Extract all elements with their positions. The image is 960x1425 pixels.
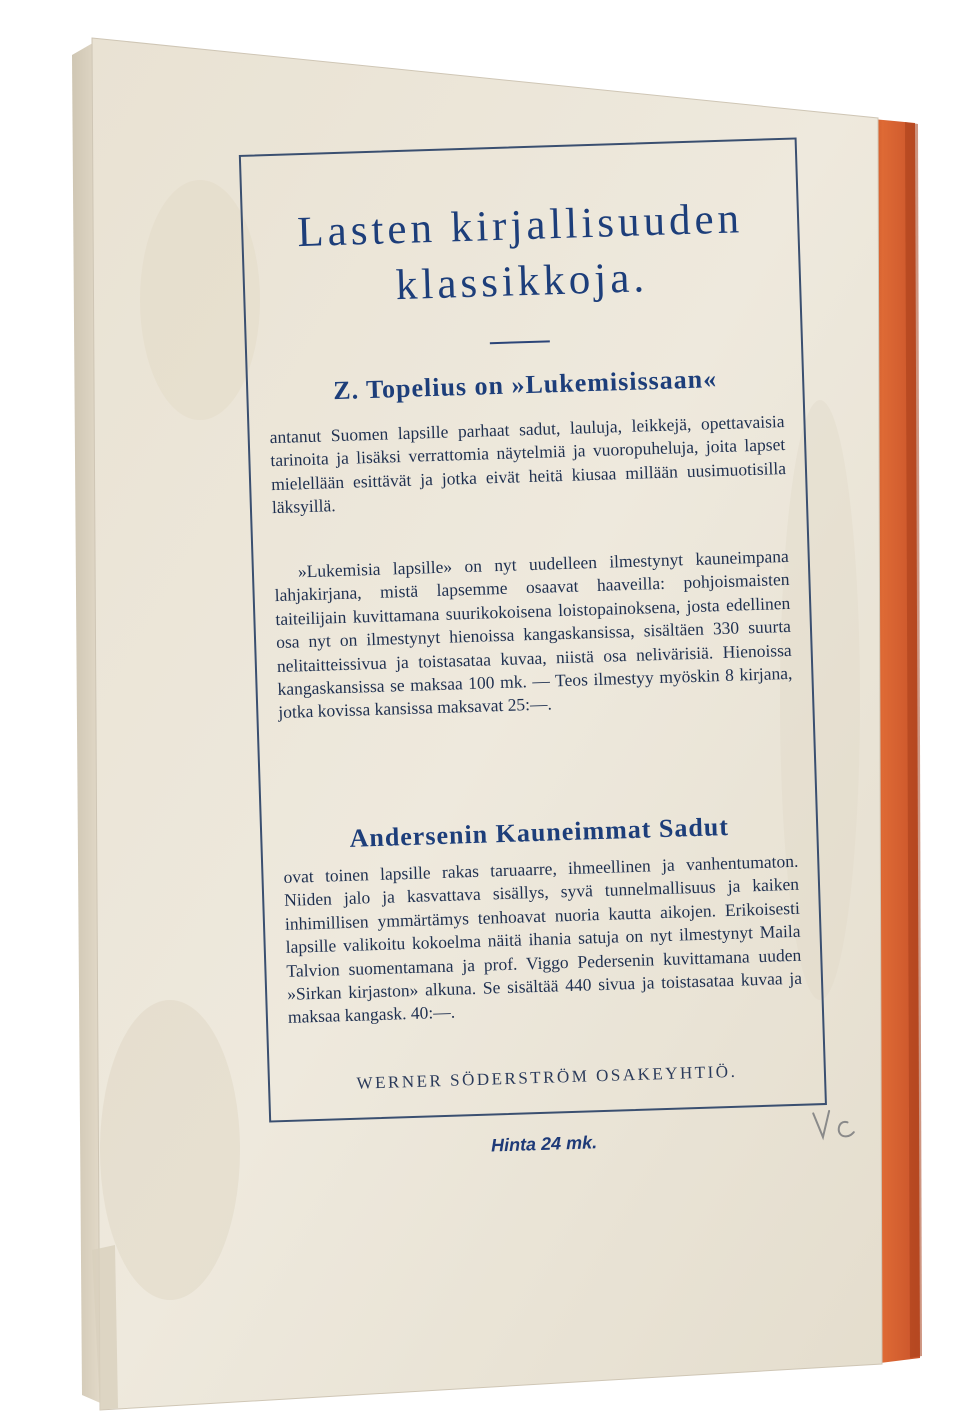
publisher-name: WERNER SÖDERSTRÖM OSAKEYHTIÖ. <box>356 1061 738 1093</box>
section-title-andersen: Andersenin Kauneimmat Sadut <box>349 811 730 853</box>
topelius-paragraph-1: antanut Suomen lapsille parhaat sadut, lauluja, leikkejä, opettavaisia tarinoita ja lisäksi verrattomia näytelmiä ja vuoropuheluja, joita lapset mielellään esittävät ja jotka eivät heitä kiusaa millään uusimuotisilla läksyillä. <box>269 410 787 518</box>
handwritten-pencil-mark <box>809 1106 860 1148</box>
topelius-paragraph-2: »Lukemisia lapsille» on nyt uudelleen ilmestynyt kauneimpana lahjakirjana, mistä lapsemme osaavat haaveilla: pohjoismaisten taiteilijain kuvittamana suurikokoisena loistopainoksena, josta edellinen osa nyt on ilmestynyt hienoissa kangaskansissa, sisältäen 330 suurta nelitaitteissivua ja toistasataa kuvaa, niistä osa nelivärisiä. Hienoissa kangaskansissa se maksaa 100 mk. — Teos ilmestyy myöskin 8 kirjana, jotka kovissa kansissa maksavat 25:—. <box>274 545 793 723</box>
bordered-panel <box>239 137 827 1122</box>
page-title <box>242 190 799 319</box>
price-label: Hinta 24 mk. <box>490 1132 598 1156</box>
title-line-2: klassikkoja. <box>395 254 649 310</box>
title-line-1: Lasten kirjallisuuden <box>296 195 744 257</box>
divider <box>490 340 550 344</box>
andersen-paragraph: ovat toinen lapsille rakas taruaarre, ihmeellinen ja vanhentumaton. Niiden jalo ja kasvattava sisällys, syvä tunnelmallisuus ja kaiken inhimillisen ymmärtämys tenhoavat nuoria kautta aikojen. Erikoisesti lapsille valikoitu kokoelma näitä ihania satuja on nyt ilmestynyt Maila Talvion suomentamana ja prof. Viggo Pedersenin kuvittamana uuden »Sirkan kirjaston» alkuna. Se sisältää 440 sivua ja toistasataa kuvaa ja maksaa kangask. 40:—. <box>283 850 803 1028</box>
section-title-topelius: Z. Topelius on »Lukemisissaan« <box>332 364 718 406</box>
aging-spot <box>100 1000 240 1300</box>
cover-text-area <box>228 100 903 1230</box>
